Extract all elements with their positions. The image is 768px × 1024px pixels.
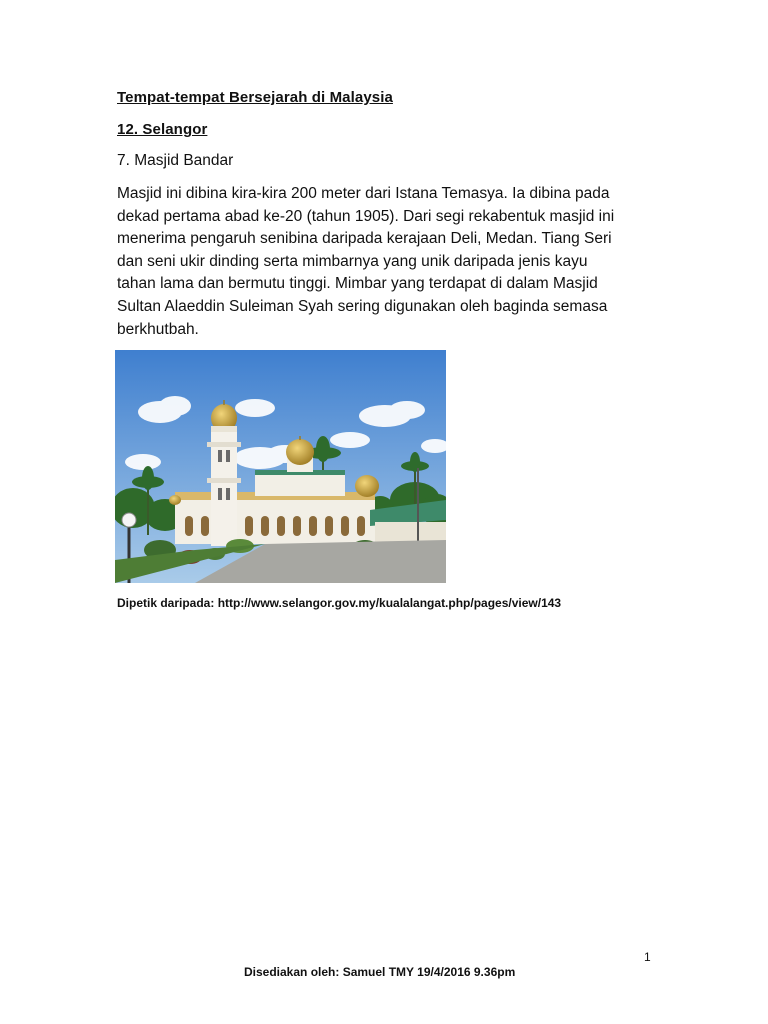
paragraph-line: Sultan Alaeddin Suleiman Syah sering digunakan oleh baginda semasa bbox=[117, 297, 608, 315]
footer-credit: Disediakan oleh: Samuel TMY 19/4/2016 9.36pm bbox=[244, 965, 516, 979]
subsection-heading: 7. Masjid Bandar bbox=[117, 152, 234, 169]
description-paragraph bbox=[117, 183, 657, 341]
document-title: Tempat-tempat Bersejarah di Malaysia bbox=[117, 89, 393, 106]
source-caption: Dipetik daripada: http://www.selangor.gov.my/kualalangat.php/pages/view/143 bbox=[117, 596, 562, 610]
mosque-photo bbox=[115, 350, 446, 583]
section-heading: 12. Selangor bbox=[117, 121, 208, 138]
minaret bbox=[207, 400, 241, 546]
paragraph-line: Masjid ini dibina kira-kira 200 meter dari Istana Temasya. Ia dibina pada bbox=[117, 185, 610, 202]
paragraph-line: dekad pertama abad ke-20 (tahun 1905). Dari segi rekabentuk masjid ini bbox=[117, 207, 615, 225]
paragraph-line: tahan lama dan bermutu tinggi. Mimbar yang terdapat di dalam Masjid bbox=[117, 275, 598, 293]
paragraph-line: dan seni ukir dinding serta mimbarnya yang unik daripada jenis kayu bbox=[117, 252, 588, 270]
paragraph-line: berkhutbah. bbox=[117, 320, 199, 338]
mosque-illustration bbox=[115, 350, 446, 583]
paragraph-line: menerima pengaruh senibina daripada kerajaan Deli, Medan. Tiang Seri bbox=[117, 230, 612, 248]
page-number: 1 bbox=[644, 950, 651, 964]
